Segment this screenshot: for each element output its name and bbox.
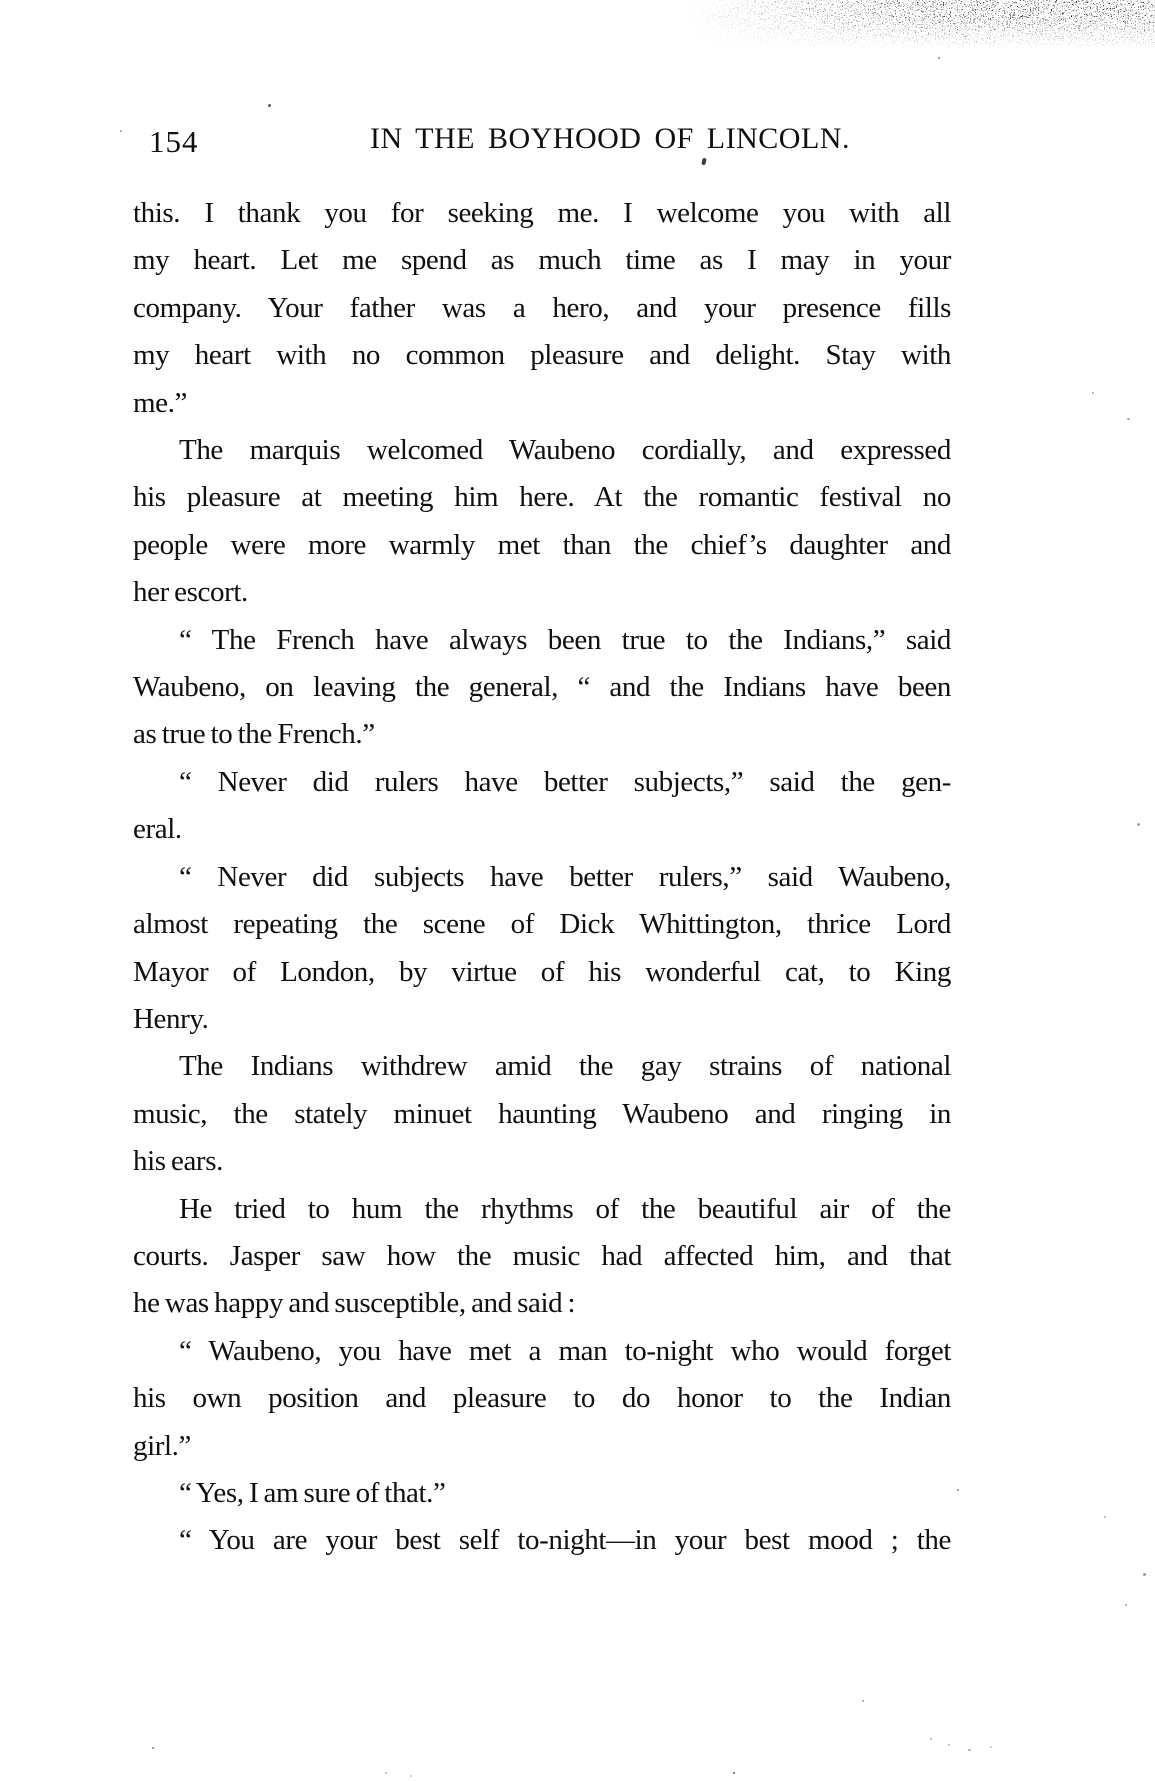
scan-speck — [990, 1746, 992, 1748]
scan-speck — [1104, 1516, 1106, 1518]
text-line: “ Never did rulers have better subjects,” said the gen- — [179, 765, 951, 798]
scan-speck — [410, 1775, 412, 1777]
text-line: almost repeating the scene of Dick Whittington, thrice Lord — [133, 908, 951, 941]
scan-speck — [152, 1747, 154, 1749]
text-line: eral. — [133, 813, 182, 846]
text-line: my heart. Let me spend as much time as I may in your — [133, 244, 951, 277]
scan-speck — [948, 1744, 950, 1746]
text-line: “ The French have always been true to the Indians,” said — [179, 623, 951, 656]
text-line: “ Never did subjects have better rulers,” said Waubeno, — [179, 860, 951, 893]
text-line: this. I thank you for seeking me. I welcome you with all — [133, 197, 951, 229]
scan-speck — [268, 104, 271, 107]
page-number: 154 — [149, 124, 199, 159]
scan-speck — [1143, 1573, 1146, 1576]
text-line: my heart with no common pleasure and delight. Stay with — [133, 339, 951, 372]
text-line: his own position and pleasure to do honor to the Indian — [133, 1382, 951, 1415]
text-line: people were more warmly met than the chief’s daughter and — [133, 528, 951, 561]
text-line: her escort. — [133, 576, 248, 609]
text-line: The marquis welcomed Waubeno cordially, and expressed — [179, 434, 951, 467]
text-line: he was happy and susceptible, and said : — [133, 1287, 576, 1320]
text-line: “ You are your best self to-night—in your best mood ; the — [179, 1524, 951, 1557]
text-block — [133, 190, 951, 1565]
scan-speck — [733, 1772, 735, 1774]
text-line: Henry. — [133, 1002, 209, 1035]
text-line: as true to the French.” — [133, 718, 375, 751]
text-line: Waubeno, on leaving the general, “ and the Indians have been — [133, 671, 951, 704]
page-header — [0, 0, 1155, 170]
scan-speck — [1127, 418, 1130, 420]
scan-speck — [957, 1489, 959, 1491]
text-line: music, the stately minuet haunting Waubeno and ringing in — [133, 1097, 951, 1130]
text-line: his ears. — [133, 1145, 223, 1178]
scan-speck — [385, 1772, 387, 1774]
scan-speck — [1125, 1604, 1127, 1606]
text-line: his pleasure at meeting him here. At the romantic festival no — [133, 481, 951, 514]
scan-speck — [1092, 392, 1094, 394]
text-line: girl.” — [133, 1429, 191, 1462]
scan-speck — [930, 1738, 932, 1740]
text-line: The Indians withdrew amid the gay strains of national — [179, 1050, 951, 1083]
text-line: Mayor of London, by virtue of his wonderful cat, to King — [133, 955, 951, 988]
scan-speck — [938, 57, 940, 59]
text-line: He tried to hum the rhythms of the beautiful air of the — [179, 1192, 951, 1225]
text-line: company. Your father was a hero, and your presence fills — [133, 291, 951, 324]
running-title: IN THE BOYHOOD OF LINCOLN. — [370, 122, 850, 155]
scan-speck — [1137, 823, 1140, 826]
scan-speck — [120, 130, 122, 132]
text-line: courts. Jasper saw how the music had affected him, and that — [133, 1239, 951, 1272]
text-line: me.” — [133, 386, 187, 419]
text-line: “ Waubeno, you have met a man to-night who would forget — [179, 1334, 951, 1367]
scan-speck — [968, 1749, 971, 1751]
scan-speck — [862, 1700, 864, 1702]
text-line: “ Yes, I am sure of that.” — [179, 1476, 446, 1509]
